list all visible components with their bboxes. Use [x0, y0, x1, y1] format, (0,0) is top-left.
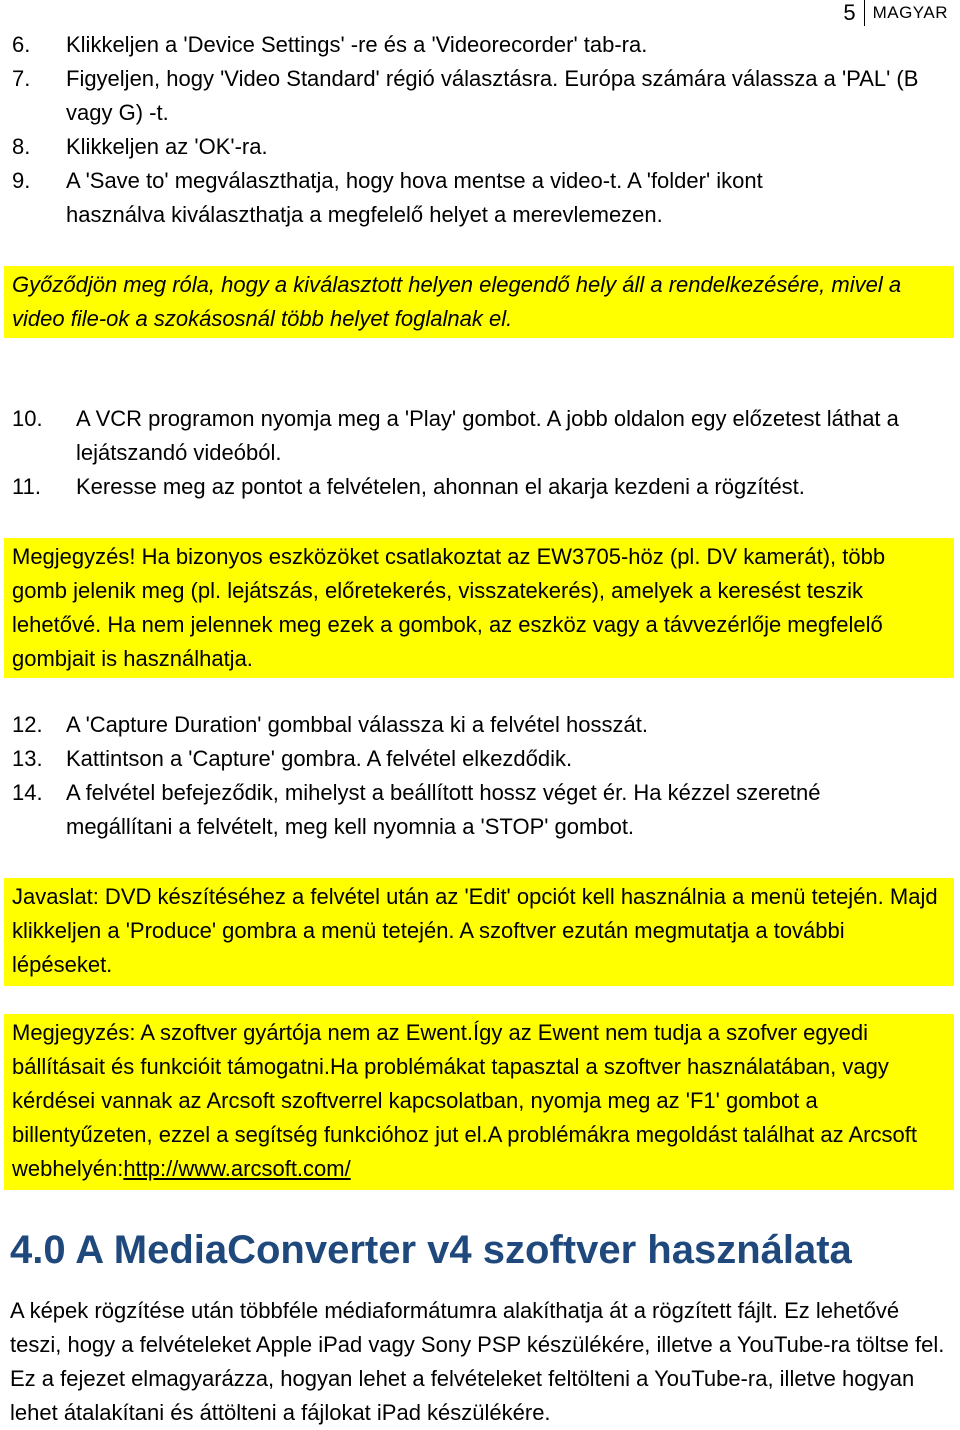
dvd-tip-note: Javaslat: DVD készítéséhez a felvétel után az 'Edit' opciót kell használnia a menü tetején. Majd klikkeljen a 'Produce' gombra a menü tetején. A szoftver ezután megmutatja a további lépéseket.	[4, 878, 954, 986]
device-buttons-note: Megjegyzés! Ha bizonyos eszközöket csatlakoztat az EW3705-höz (pl. DV kamerát), több gomb jelenik meg (pl. lejátszás, előretekerés, visszatekerés), amelyek a keresést teszik lehetővé. Ha nem jelennek meg ezek a gombok, az eszköz vagy a távvezérlője megfelelő gombjait is használhatja.	[4, 538, 954, 678]
section-heading: 4.0 A MediaConverter v4 szoftver használata	[10, 1228, 852, 1272]
software-support-note: Megjegyzés: A szoftver gyártója nem az Ewent.Így az Ewent nem tudja a szofver egyedi bállításait és funkcióit támogatni.Ha problémákat tapasztal a szoftver használatában, vagy kérdései vannak az Arcsoft szoftverrel kapcsolatban, nyomja meg az 'F1' gombot a billentyűzeten, ezzel a segítség funkcióhoz jut el.A problémákra megoldást találhat az Arcsoft webhelyén:http://www.arcsoft.com/	[4, 1014, 954, 1190]
list-item: 6. Klikkeljen a 'Device Settings' -re és a 'Videorecorder' tab-ra.	[12, 32, 648, 57]
list-item: 14. A felvétel befejeződik, mihelyst a beállított hossz véget ér. Ha kézzel szeretné megállítani a felvételt, meg kell nyomnia a 'STOP' gombot.	[12, 780, 821, 839]
steps-list-c	[12, 708, 952, 844]
page-header	[843, 0, 948, 26]
list-item: 7. Figyeljen, hogy 'Video Standard' régió választásra. Európa számára válassza a 'PAL' (B vagy G) -t.	[12, 66, 919, 125]
list-item: 8. Klikkeljen az 'OK'-ra.	[12, 134, 268, 159]
steps-list-b	[12, 402, 952, 504]
list-item: 11. Keresse meg az pontot a felvételen, ahonnan el akarja kezdeni a rögzítést.	[12, 474, 805, 499]
language-label: MAGYAR	[872, 3, 948, 22]
arcsoft-link[interactable]: http://www.arcsoft.com/	[123, 1156, 351, 1181]
section-body: A képek rögzítése után többféle médiaformátumra alakíthatja át a rögzített fájlt. Ez lehetővé teszi, hogy a felvételeket Apple iPad vagy Sony PSP készülékére, illetve a YouTube-ra töltse fel. Ez a fejezet elmagyarázza, hogyan lehet a felvételeket feltölteni a YouTube-ra, illetve hogyan lehet átalakítani és áttölteni a fájlokat iPad készülékére.	[10, 1298, 945, 1425]
page-number: 5	[843, 0, 864, 26]
steps-list-a	[12, 28, 942, 232]
storage-warning-note: Győződjön meg róla, hogy a kiválasztott helyen elegendő hely áll a rendelkezésére, mivel a video file-ok a szokásosnál több helyet foglalnak el.	[4, 266, 954, 338]
list-item: 9. A 'Save to' megválaszthatja, hogy hova mentse a video-t. A 'folder' ikont használva kiválaszthatja a megfelelő helyet a merevlemezen.	[12, 168, 763, 227]
list-item: 12. A 'Capture Duration' gombbal válassza ki a felvétel hosszát.	[12, 712, 648, 737]
list-item: 13. Kattintson a 'Capture' gombra. A felvétel elkezdődik.	[12, 746, 573, 771]
list-item: 10. A VCR programon nyomja meg a 'Play' gombot. A jobb oldalon egy előzetest láthat a lejátszandó videóból.	[12, 406, 899, 465]
